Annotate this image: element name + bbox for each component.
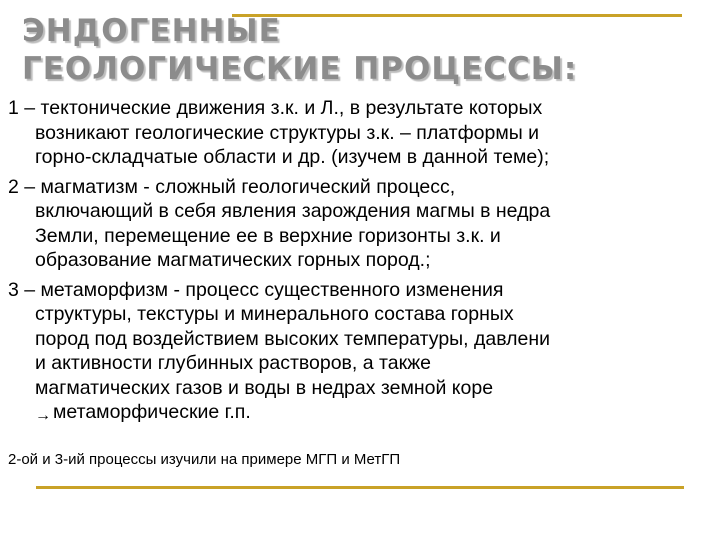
item-3-line-3: пород под воздействием высоких температуры, давлени	[35, 327, 551, 350]
item-3-result	[8, 400, 720, 427]
item-1-line-2: возникают геологические структуры з.к. – платформы и	[35, 121, 540, 144]
item-2-line-1: 2 – магматизм - сложный геологический процесс,	[8, 175, 456, 198]
item-3-line-4: и активности глубинных растворов, а также	[35, 352, 431, 374]
item-3-line-1: 3 – метаморфизм - процесс существенного изменения	[8, 278, 504, 301]
footnote: 2-ой и 3-ий процессы изучили на примере МГП и МетГП	[8, 451, 401, 468]
list-item-magmatism	[8, 175, 720, 273]
title-line-1: ЭНДОГЕННЫЕ	[22, 13, 281, 49]
list-item-metamorphism	[8, 278, 720, 427]
bottom-rule	[36, 486, 684, 489]
item-2-line-3: Земли, перемещение ее в верхние горизонты з.к. и	[35, 224, 501, 247]
item-3-line-2: структуры, текстуры и минерального состава горных	[35, 303, 514, 325]
item-1-line-3: горно-складчатые области и др. (изучем в данной теме);	[35, 146, 550, 168]
right-arrow-icon: →	[35, 407, 51, 424]
slide-title	[22, 12, 577, 88]
title-line-2: ГЕОЛОГИЧЕСКИЕ ПРОЦЕССЫ:	[22, 51, 578, 87]
item-1-line-1: 1 – тектонические движения з.к. и Л., в результате которых	[8, 97, 543, 119]
item-3-result-text: метаморфические г.п.	[53, 401, 251, 423]
item-3-line-5: магматических газов и воды в недрах земной коре	[35, 376, 494, 399]
item-2-line-4: образование магматических горных пород.;	[35, 249, 431, 271]
list-item-tectonics	[8, 96, 720, 170]
process-list	[8, 96, 720, 432]
item-2-line-2: включающий в себя явления зарождения магмы в недра	[35, 200, 551, 222]
